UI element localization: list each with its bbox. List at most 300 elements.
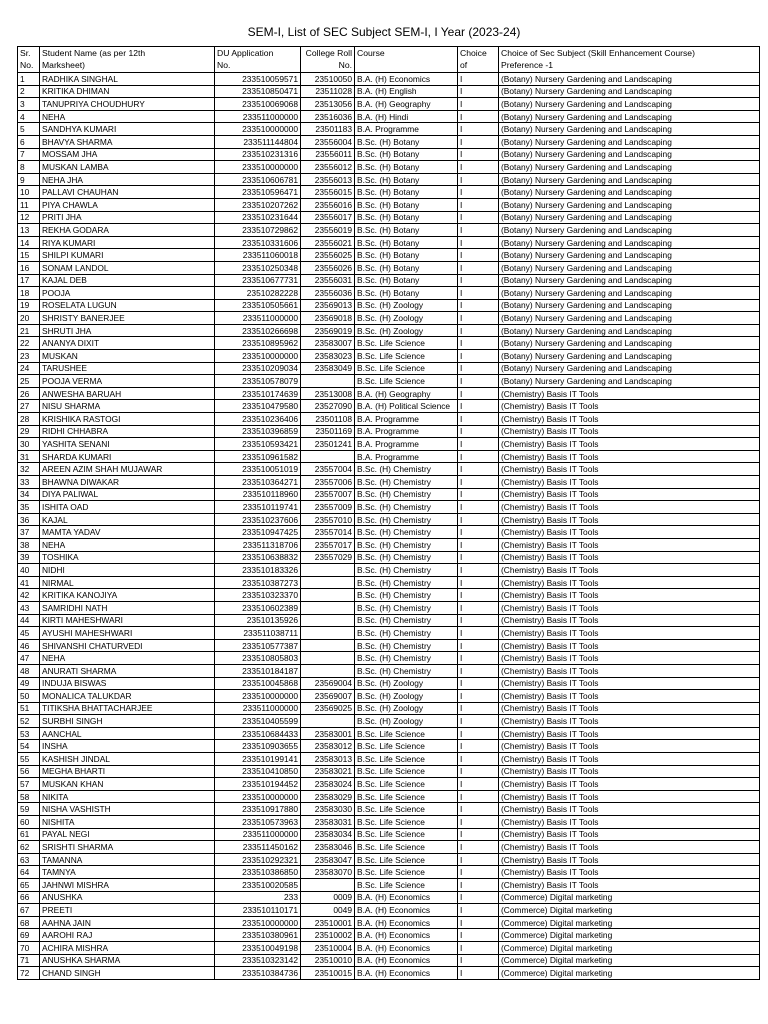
cell-sr-no: 13 bbox=[18, 224, 40, 237]
cell-choice: I bbox=[458, 853, 499, 866]
cell-sr-no: 17 bbox=[18, 274, 40, 287]
cell-choice: I bbox=[458, 677, 499, 690]
cell-choice: I bbox=[458, 274, 499, 287]
cell-course: B.Sc. (H) Chemistry bbox=[355, 476, 458, 489]
cell-course: B.Sc. (H) Botany bbox=[355, 211, 458, 224]
cell-du-application: 233510331606 bbox=[215, 236, 301, 249]
cell-student-name: ANUSHKA bbox=[40, 891, 215, 904]
cell-college-roll: 23501241 bbox=[301, 438, 355, 451]
table-row bbox=[18, 135, 760, 148]
table-row bbox=[18, 790, 760, 803]
cell-student-name: NISHITA bbox=[40, 816, 215, 829]
cell-choice: I bbox=[458, 589, 499, 602]
cell-choice: I bbox=[458, 73, 499, 86]
cell-sr-no: 46 bbox=[18, 639, 40, 652]
cell-sec-subject: (Commerce) Digital marketing bbox=[499, 954, 760, 967]
table-row bbox=[18, 413, 760, 426]
cell-du-application: 233510000000 bbox=[215, 690, 301, 703]
cell-student-name: JAHNWI MISHRA bbox=[40, 879, 215, 892]
cell-sr-no: 27 bbox=[18, 400, 40, 413]
table-row bbox=[18, 677, 760, 690]
cell-sec-subject: (Chemistry) Basis IT Tools bbox=[499, 463, 760, 476]
cell-college-roll: 23583049 bbox=[301, 362, 355, 375]
cell-college-roll: 23583007 bbox=[301, 337, 355, 350]
cell-college-roll: 23556025 bbox=[301, 249, 355, 262]
cell-college-roll: 23556013 bbox=[301, 173, 355, 186]
cell-du-application: 233510000000 bbox=[215, 161, 301, 174]
cell-student-name: ISHITA OAD bbox=[40, 501, 215, 514]
cell-college-roll: 23501169 bbox=[301, 425, 355, 438]
cell-course: B.Sc. Life Science bbox=[355, 362, 458, 375]
cell-sr-no: 35 bbox=[18, 501, 40, 514]
cell-course: B.Sc. (H) Chemistry bbox=[355, 601, 458, 614]
cell-sr-no: 3 bbox=[18, 98, 40, 111]
cell-course: B.A. (H) Economics bbox=[355, 967, 458, 980]
cell-student-name: TANUPRIYA CHOUDHURY bbox=[40, 98, 215, 111]
cell-student-name: MUSKAN bbox=[40, 350, 215, 363]
cell-student-name: DIYA PALIWAL bbox=[40, 488, 215, 501]
cell-choice: I bbox=[458, 614, 499, 627]
cell-choice: I bbox=[458, 425, 499, 438]
cell-choice: I bbox=[458, 249, 499, 262]
cell-student-name: MOSSAM JHA bbox=[40, 148, 215, 161]
cell-student-name: SHARDA KUMARI bbox=[40, 450, 215, 463]
header-course-line1: Course bbox=[357, 48, 385, 58]
cell-sec-subject: (Chemistry) Basis IT Tools bbox=[499, 526, 760, 539]
cell-sec-subject: (Chemistry) Basis IT Tools bbox=[499, 790, 760, 803]
cell-college-roll: 23557007 bbox=[301, 488, 355, 501]
cell-du-application: 233510729862 bbox=[215, 224, 301, 237]
cell-choice: I bbox=[458, 173, 499, 186]
cell-sr-no: 51 bbox=[18, 702, 40, 715]
cell-course: B.Sc. (H) Zoology bbox=[355, 677, 458, 690]
cell-student-name: ANURATI SHARMA bbox=[40, 664, 215, 677]
cell-du-application: 233510207262 bbox=[215, 198, 301, 211]
cell-choice: I bbox=[458, 85, 499, 98]
cell-college-roll: 23511028 bbox=[301, 85, 355, 98]
cell-sec-subject: (Botany) Nursery Gardening and Landscaping bbox=[499, 148, 760, 161]
cell-sec-subject: (Commerce) Digital marketing bbox=[499, 941, 760, 954]
cell-sec-subject: (Botany) Nursery Gardening and Landscaping bbox=[499, 211, 760, 224]
cell-du-application: 233511450162 bbox=[215, 841, 301, 854]
cell-sec-subject: (Chemistry) Basis IT Tools bbox=[499, 576, 760, 589]
table-row bbox=[18, 73, 760, 86]
cell-college-roll: 23583029 bbox=[301, 790, 355, 803]
cell-sr-no: 16 bbox=[18, 261, 40, 274]
cell-college-roll: 23583012 bbox=[301, 740, 355, 753]
cell-student-name: RIDHI CHHABRA bbox=[40, 425, 215, 438]
cell-sec-subject: (Chemistry) Basis IT Tools bbox=[499, 816, 760, 829]
cell-course: B.Sc. Life Science bbox=[355, 765, 458, 778]
cell-choice: I bbox=[458, 627, 499, 640]
cell-student-name: INSHA bbox=[40, 740, 215, 753]
cell-course: B.Sc. (H) Zoology bbox=[355, 324, 458, 337]
cell-course: B.A. (H) Economics bbox=[355, 941, 458, 954]
table-row bbox=[18, 954, 760, 967]
header-sr-line2: No. bbox=[20, 60, 34, 70]
cell-college-roll: 23557017 bbox=[301, 538, 355, 551]
cell-choice: I bbox=[458, 488, 499, 501]
header-choice-line1: Choice bbox=[460, 48, 487, 58]
cell-sr-no: 59 bbox=[18, 803, 40, 816]
cell-sr-no: 6 bbox=[18, 135, 40, 148]
cell-course: B.Sc. (H) Botany bbox=[355, 249, 458, 262]
cell-choice: I bbox=[458, 110, 499, 123]
cell-college-roll: 23501108 bbox=[301, 413, 355, 426]
cell-sec-subject: (Chemistry) Basis IT Tools bbox=[499, 564, 760, 577]
cell-du-application: 233510606781 bbox=[215, 173, 301, 186]
cell-sr-no: 61 bbox=[18, 828, 40, 841]
cell-sr-no: 64 bbox=[18, 866, 40, 879]
cell-college-roll bbox=[301, 664, 355, 677]
cell-du-application: 233510602389 bbox=[215, 601, 301, 614]
cell-sr-no: 60 bbox=[18, 816, 40, 829]
cell-student-name: TOSHIKA bbox=[40, 551, 215, 564]
cell-sr-no: 2 bbox=[18, 85, 40, 98]
cell-du-application: 233511060018 bbox=[215, 249, 301, 262]
cell-choice: I bbox=[458, 236, 499, 249]
cell-sec-subject: (Botany) Nursery Gardening and Landscaping bbox=[499, 98, 760, 111]
cell-sr-no: 62 bbox=[18, 841, 40, 854]
table-row bbox=[18, 803, 760, 816]
cell-du-application: 233510396859 bbox=[215, 425, 301, 438]
cell-du-application: 233510184187 bbox=[215, 664, 301, 677]
cell-du-application: 233510577387 bbox=[215, 639, 301, 652]
cell-sec-subject: (Botany) Nursery Gardening and Landscaping bbox=[499, 249, 760, 262]
cell-college-roll bbox=[301, 589, 355, 602]
cell-student-name: KASHISH JINDAL bbox=[40, 753, 215, 766]
cell-course: B.A. (H) Economics bbox=[355, 73, 458, 86]
cell-student-name: AYUSHI MAHESHWARI bbox=[40, 627, 215, 640]
cell-sec-subject: (Chemistry) Basis IT Tools bbox=[499, 702, 760, 715]
cell-course: B.A. (H) Political Science bbox=[355, 400, 458, 413]
cell-choice: I bbox=[458, 312, 499, 325]
cell-course: B.Sc. (H) Botany bbox=[355, 135, 458, 148]
cell-student-name: KIRTI MAHESHWARI bbox=[40, 614, 215, 627]
cell-du-application: 233510961582 bbox=[215, 450, 301, 463]
cell-student-name: BHAWNA DIWAKAR bbox=[40, 476, 215, 489]
cell-college-roll: 23583024 bbox=[301, 778, 355, 791]
cell-choice: I bbox=[458, 337, 499, 350]
cell-choice: I bbox=[458, 513, 499, 526]
table-row bbox=[18, 639, 760, 652]
cell-student-name: AAROHI RAJ bbox=[40, 929, 215, 942]
cell-sr-no: 5 bbox=[18, 123, 40, 136]
cell-course: B.Sc. (H) Chemistry bbox=[355, 614, 458, 627]
table-body bbox=[18, 73, 760, 980]
cell-course: B.A. (H) Geography bbox=[355, 387, 458, 400]
table-row bbox=[18, 715, 760, 728]
cell-choice: I bbox=[458, 438, 499, 451]
cell-du-application: 233510110171 bbox=[215, 904, 301, 917]
cell-sr-no: 43 bbox=[18, 601, 40, 614]
header-app-line2: No. bbox=[217, 60, 231, 70]
header-du-application bbox=[215, 47, 301, 73]
cell-college-roll: 23556026 bbox=[301, 261, 355, 274]
cell-sr-no: 10 bbox=[18, 186, 40, 199]
cell-sr-no: 50 bbox=[18, 690, 40, 703]
cell-sr-no: 18 bbox=[18, 287, 40, 300]
cell-choice: I bbox=[458, 690, 499, 703]
cell-sr-no: 57 bbox=[18, 778, 40, 791]
cell-college-roll bbox=[301, 715, 355, 728]
table-row bbox=[18, 690, 760, 703]
cell-student-name: CHAND SINGH bbox=[40, 967, 215, 980]
cell-du-application: 233510386850 bbox=[215, 866, 301, 879]
cell-sr-no: 8 bbox=[18, 161, 40, 174]
table-row bbox=[18, 576, 760, 589]
cell-student-name: NIRMAL bbox=[40, 576, 215, 589]
cell-sr-no: 26 bbox=[18, 387, 40, 400]
cell-student-name: REKHA GODARA bbox=[40, 224, 215, 237]
cell-course: B.Sc. Life Science bbox=[355, 803, 458, 816]
cell-choice: I bbox=[458, 362, 499, 375]
cell-sr-no: 24 bbox=[18, 362, 40, 375]
cell-sec-subject: (Chemistry) Basis IT Tools bbox=[499, 765, 760, 778]
cell-sec-subject: (Botany) Nursery Gardening and Landscaping bbox=[499, 198, 760, 211]
cell-sr-no: 39 bbox=[18, 551, 40, 564]
cell-du-application: 233511144804 bbox=[215, 135, 301, 148]
header-name-line2: Marksheet) bbox=[42, 60, 85, 70]
cell-du-application: 233510384736 bbox=[215, 967, 301, 980]
cell-sr-no: 52 bbox=[18, 715, 40, 728]
cell-choice: I bbox=[458, 639, 499, 652]
table-row bbox=[18, 589, 760, 602]
cell-du-application: 233510479580 bbox=[215, 400, 301, 413]
cell-du-application: 233510917880 bbox=[215, 803, 301, 816]
table-row bbox=[18, 148, 760, 161]
cell-choice: I bbox=[458, 526, 499, 539]
table-row bbox=[18, 702, 760, 715]
cell-course: B.Sc. (H) Botany bbox=[355, 261, 458, 274]
cell-sr-no: 23 bbox=[18, 350, 40, 363]
table-row bbox=[18, 186, 760, 199]
cell-du-application: 233510677731 bbox=[215, 274, 301, 287]
cell-sr-no: 47 bbox=[18, 652, 40, 665]
table-row bbox=[18, 904, 760, 917]
cell-sr-no: 56 bbox=[18, 765, 40, 778]
cell-sr-no: 54 bbox=[18, 740, 40, 753]
cell-du-application: 233510596471 bbox=[215, 186, 301, 199]
cell-college-roll bbox=[301, 627, 355, 640]
cell-sr-no: 55 bbox=[18, 753, 40, 766]
cell-sr-no: 40 bbox=[18, 564, 40, 577]
table-row bbox=[18, 967, 760, 980]
cell-sec-subject: (Chemistry) Basis IT Tools bbox=[499, 664, 760, 677]
cell-sr-no: 69 bbox=[18, 929, 40, 942]
cell-sec-subject: (Chemistry) Basis IT Tools bbox=[499, 450, 760, 463]
cell-sec-subject: (Chemistry) Basis IT Tools bbox=[499, 853, 760, 866]
cell-course: B.A. Programme bbox=[355, 438, 458, 451]
cell-sec-subject: (Botany) Nursery Gardening and Landscaping bbox=[499, 312, 760, 325]
cell-du-application: 233510593421 bbox=[215, 438, 301, 451]
cell-student-name: KRITIKA DHIMAN bbox=[40, 85, 215, 98]
cell-course: B.Sc. Life Science bbox=[355, 866, 458, 879]
cell-college-roll: 23556011 bbox=[301, 148, 355, 161]
cell-sr-no: 31 bbox=[18, 450, 40, 463]
cell-sec-subject: (Chemistry) Basis IT Tools bbox=[499, 501, 760, 514]
cell-du-application: 233510266698 bbox=[215, 324, 301, 337]
cell-sr-no: 72 bbox=[18, 967, 40, 980]
cell-sec-subject: (Botany) Nursery Gardening and Landscaping bbox=[499, 173, 760, 186]
cell-course: B.Sc. (H) Chemistry bbox=[355, 589, 458, 602]
cell-course: B.Sc. Life Science bbox=[355, 740, 458, 753]
cell-college-roll: 23556031 bbox=[301, 274, 355, 287]
cell-course: B.Sc. (H) Chemistry bbox=[355, 627, 458, 640]
cell-college-roll: 23510002 bbox=[301, 929, 355, 942]
cell-sec-subject: (Chemistry) Basis IT Tools bbox=[499, 438, 760, 451]
cell-student-name: PAYAL NEGI bbox=[40, 828, 215, 841]
cell-choice: I bbox=[458, 702, 499, 715]
cell-college-roll bbox=[301, 564, 355, 577]
cell-college-roll: 23501183 bbox=[301, 123, 355, 136]
table-row bbox=[18, 312, 760, 325]
cell-du-application: 233510292321 bbox=[215, 853, 301, 866]
cell-choice: I bbox=[458, 601, 499, 614]
cell-choice: I bbox=[458, 350, 499, 363]
cell-du-application: 233510020585 bbox=[215, 879, 301, 892]
cell-du-application: 233510573963 bbox=[215, 816, 301, 829]
header-sr-no bbox=[18, 47, 40, 73]
cell-choice: I bbox=[458, 161, 499, 174]
cell-student-name: TAMNYA bbox=[40, 866, 215, 879]
cell-choice: I bbox=[458, 463, 499, 476]
cell-du-application: 233510231316 bbox=[215, 148, 301, 161]
cell-student-name: PRITI JHA bbox=[40, 211, 215, 224]
cell-sr-no: 38 bbox=[18, 538, 40, 551]
header-college-roll bbox=[301, 47, 355, 73]
cell-sec-subject: (Botany) Nursery Gardening and Landscaping bbox=[499, 123, 760, 136]
table-row bbox=[18, 513, 760, 526]
cell-sec-subject: (Chemistry) Basis IT Tools bbox=[499, 538, 760, 551]
cell-sr-no: 67 bbox=[18, 904, 40, 917]
cell-choice: I bbox=[458, 135, 499, 148]
cell-sr-no: 44 bbox=[18, 614, 40, 627]
cell-student-name: POOJA VERMA bbox=[40, 375, 215, 388]
cell-sr-no: 20 bbox=[18, 312, 40, 325]
cell-sec-subject: (Commerce) Digital marketing bbox=[499, 967, 760, 980]
table-row bbox=[18, 375, 760, 388]
cell-college-roll: 23583030 bbox=[301, 803, 355, 816]
cell-sr-no: 53 bbox=[18, 727, 40, 740]
cell-du-application: 233510231644 bbox=[215, 211, 301, 224]
cell-du-application: 233510174639 bbox=[215, 387, 301, 400]
cell-sec-subject: (Chemistry) Basis IT Tools bbox=[499, 488, 760, 501]
table-row bbox=[18, 538, 760, 551]
cell-student-name: PIYA CHAWLA bbox=[40, 198, 215, 211]
cell-student-name: KAJAL bbox=[40, 513, 215, 526]
cell-student-name: BHAVYA SHARMA bbox=[40, 135, 215, 148]
cell-college-roll: 23510050 bbox=[301, 73, 355, 86]
cell-sr-no: 11 bbox=[18, 198, 40, 211]
cell-student-name: NEHA JHA bbox=[40, 173, 215, 186]
cell-sec-subject: (Chemistry) Basis IT Tools bbox=[499, 601, 760, 614]
cell-choice: I bbox=[458, 186, 499, 199]
cell-choice: I bbox=[458, 941, 499, 954]
cell-course: B.A. (H) Economics bbox=[355, 891, 458, 904]
cell-college-roll: 23557010 bbox=[301, 513, 355, 526]
cell-course: B.Sc. (H) Botany bbox=[355, 274, 458, 287]
cell-student-name: ANANYA DIXIT bbox=[40, 337, 215, 350]
cell-choice: I bbox=[458, 803, 499, 816]
cell-choice: I bbox=[458, 841, 499, 854]
cell-college-roll bbox=[301, 450, 355, 463]
cell-student-name: TAMANNA bbox=[40, 853, 215, 866]
cell-sec-subject: (Botany) Nursery Gardening and Landscaping bbox=[499, 161, 760, 174]
cell-sr-no: 28 bbox=[18, 413, 40, 426]
header-sr-line1: Sr. bbox=[20, 48, 31, 58]
cell-choice: I bbox=[458, 753, 499, 766]
cell-du-application: 233511038711 bbox=[215, 627, 301, 640]
cell-sr-no: 37 bbox=[18, 526, 40, 539]
table-row bbox=[18, 828, 760, 841]
page-title: SEM-I, List of SEC Subject SEM-I, I Year (2023-24) bbox=[247, 25, 521, 39]
table-header-row bbox=[18, 47, 760, 73]
cell-college-roll: 23510004 bbox=[301, 941, 355, 954]
cell-student-name: TARUSHEE bbox=[40, 362, 215, 375]
cell-student-name: SHRUTI JHA bbox=[40, 324, 215, 337]
cell-college-roll: 23569013 bbox=[301, 299, 355, 312]
cell-du-application: 233510684433 bbox=[215, 727, 301, 740]
cell-student-name: ACHIRA MISHRA bbox=[40, 941, 215, 954]
header-name-line1: Student Name (as per 12th bbox=[42, 48, 146, 58]
cell-sec-subject: (Chemistry) Basis IT Tools bbox=[499, 803, 760, 816]
cell-du-application: 233510194452 bbox=[215, 778, 301, 791]
cell-sr-no: 29 bbox=[18, 425, 40, 438]
cell-du-application: 233510209034 bbox=[215, 362, 301, 375]
table-row bbox=[18, 753, 760, 766]
cell-student-name: AREEN AZIM SHAH MUJAWAR bbox=[40, 463, 215, 476]
cell-college-roll: 23513008 bbox=[301, 387, 355, 400]
cell-college-roll: 23527090 bbox=[301, 400, 355, 413]
cell-college-roll: 23510010 bbox=[301, 954, 355, 967]
cell-du-application: 233510323142 bbox=[215, 954, 301, 967]
cell-du-application: 233510069068 bbox=[215, 98, 301, 111]
cell-du-application: 233510410850 bbox=[215, 765, 301, 778]
table-row bbox=[18, 488, 760, 501]
cell-du-application: 233510323370 bbox=[215, 589, 301, 602]
table-row bbox=[18, 476, 760, 489]
cell-du-application: 233510387273 bbox=[215, 576, 301, 589]
cell-student-name: INDUJA BISWAS bbox=[40, 677, 215, 690]
cell-sec-subject: (Chemistry) Basis IT Tools bbox=[499, 753, 760, 766]
cell-course: B.Sc. Life Science bbox=[355, 727, 458, 740]
cell-sec-subject: (Commerce) Digital marketing bbox=[499, 916, 760, 929]
table-row bbox=[18, 400, 760, 413]
cell-sr-no: 1 bbox=[18, 73, 40, 86]
table-row bbox=[18, 337, 760, 350]
cell-course: B.A. Programme bbox=[355, 123, 458, 136]
cell-course: B.A. (H) Economics bbox=[355, 904, 458, 917]
cell-sec-subject: (Chemistry) Basis IT Tools bbox=[499, 841, 760, 854]
cell-course: B.A. (H) Hindi bbox=[355, 110, 458, 123]
cell-sec-subject: (Chemistry) Basis IT Tools bbox=[499, 652, 760, 665]
header-student-name bbox=[40, 47, 215, 73]
cell-college-roll: 23556015 bbox=[301, 186, 355, 199]
cell-sec-subject: (Chemistry) Basis IT Tools bbox=[499, 589, 760, 602]
cell-du-application: 233510183326 bbox=[215, 564, 301, 577]
cell-choice: I bbox=[458, 576, 499, 589]
table-row bbox=[18, 161, 760, 174]
cell-course: B.Sc. Life Science bbox=[355, 816, 458, 829]
cell-student-name: AAHNA JAIN bbox=[40, 916, 215, 929]
cell-choice: I bbox=[458, 967, 499, 980]
cell-choice: I bbox=[458, 664, 499, 677]
cell-sr-no: 21 bbox=[18, 324, 40, 337]
cell-course: B.Sc. (H) Chemistry bbox=[355, 564, 458, 577]
cell-du-application: 233510237606 bbox=[215, 513, 301, 526]
cell-college-roll: 23583046 bbox=[301, 841, 355, 854]
